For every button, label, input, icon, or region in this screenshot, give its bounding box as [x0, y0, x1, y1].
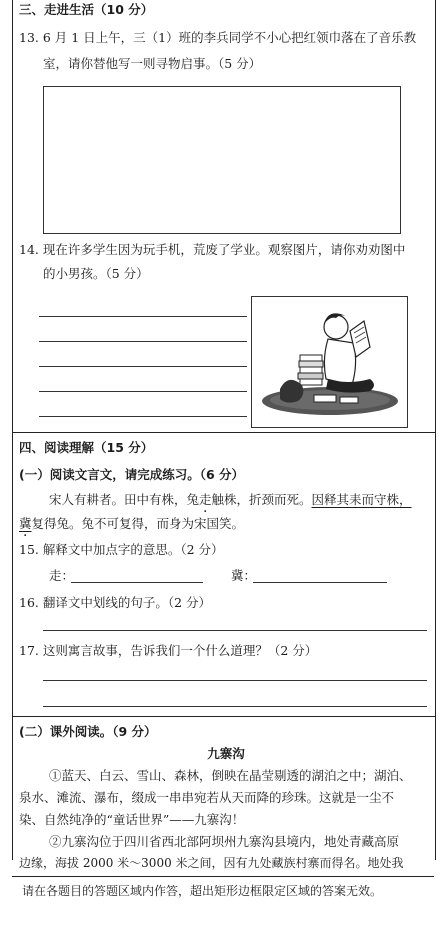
article-p2-line2: 边缘，海拔 2000 米～3000 米之间，因有九处藏族村寨而得名。地处我	[19, 856, 404, 870]
q16-answer-line[interactable]	[43, 630, 427, 631]
article-p2-line1: ②九寨沟位于四川省西北部阿坝州九寨沟县境内，地处青藏高原	[49, 834, 400, 849]
part2-heading: (二）课外阅读。（9 分）	[19, 724, 157, 739]
article-p1-line2: 泉水、滩流、瀑布，缀成一串串宛若从天而降的珍珠。这就是一尘不	[19, 790, 395, 805]
dotted-char-ji: 冀	[19, 516, 32, 531]
section3-heading: 三、走进生活（10 分）	[19, 2, 154, 17]
q15: 15. 解释文中加点字的意思。（2 分）	[19, 542, 224, 557]
q15-answer-ji[interactable]	[253, 582, 387, 583]
q14-answer-line-1[interactable]	[39, 316, 247, 317]
part1-heading: (一）阅读文言文，请完成练习。（6 分）	[19, 467, 245, 482]
q17-answer-line-2[interactable]	[43, 706, 427, 707]
q14-line2: 的小男孩。（5 分）	[43, 266, 149, 281]
q15-label-zou: 走：	[49, 568, 75, 583]
footer-notice: 请在各题目的答题区域内作答，超出矩形边框限定区域的答案无效。	[22, 884, 383, 898]
q15-answer-zou[interactable]	[71, 582, 203, 583]
article-title: 九寨沟	[207, 746, 245, 761]
q15-label-ji: 冀：	[231, 568, 257, 583]
text-segment-a: 宋人有耕者。田中有株，兔	[49, 492, 200, 507]
q13-answer-box[interactable]	[43, 86, 401, 234]
section-divider-part2	[13, 716, 435, 717]
text-segment-c: 复得兔。兔不可复得，而身为宋国笑。	[31, 516, 245, 531]
q14-line1: 14. 现在许多学生因为玩手机，荒废了学业。观察图片，请你劝劝图中	[19, 242, 406, 257]
q14-answer-line-5[interactable]	[39, 416, 247, 417]
underlined-sentence-part1: 因释其耒而守株，	[311, 492, 412, 507]
q16: 16. 翻译文中划线的句子。（2 分）	[19, 595, 212, 610]
dotted-char-zou: 走	[199, 492, 212, 507]
q14-answer-line-2[interactable]	[39, 341, 247, 342]
answer-frame	[12, 0, 436, 870]
q17-answer-line-1[interactable]	[43, 680, 427, 681]
q13-line2: 室，请你替他写一则寻物启事。（5 分）	[43, 56, 262, 71]
section-divider-4	[13, 432, 435, 433]
q14-answer-line-3[interactable]	[39, 366, 247, 367]
text-segment-b: 触株，折颈而死。	[211, 492, 312, 507]
article-p1-line3: 染、自然纯净的“童话世界”——九寨沟！	[19, 812, 245, 827]
section4-heading: 四、阅读理解（15 分）	[19, 440, 154, 455]
classical-text-line1	[49, 492, 412, 507]
q14-answer-line-4[interactable]	[39, 391, 247, 392]
boy-reading-books-illustration	[251, 296, 408, 428]
classical-text-line2	[19, 516, 244, 531]
q17: 17. 这则寓言故事，告诉我们一个什么道理？（2 分）	[19, 643, 318, 658]
frame-bottom-border	[12, 876, 434, 877]
article-p1-line1: ①蓝天、白云、雪山、森林，倒映在晶莹剔透的湖泊之中；湖泊、	[49, 768, 412, 783]
q13-line1: 13. 6 月 1 日上午，三（1）班的李兵同学不小心把红领巾落在了音乐教	[19, 30, 417, 45]
exam-sheet	[6, 0, 432, 898]
